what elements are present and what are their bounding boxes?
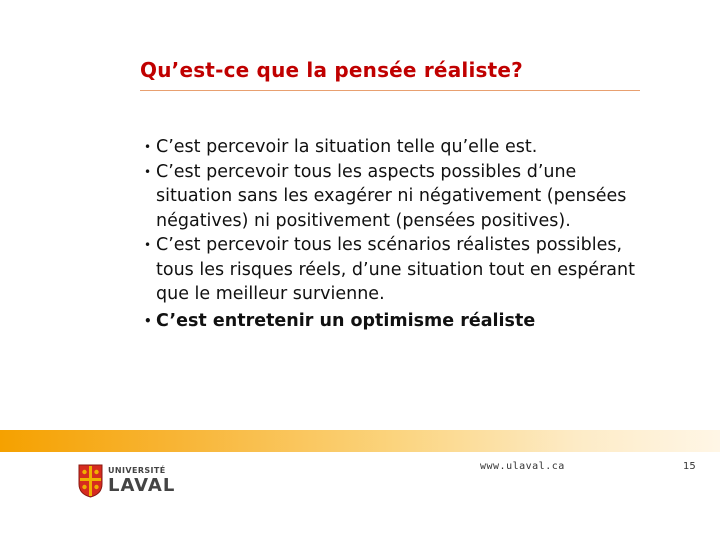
bullet-text: C’est percevoir tous les aspects possibles d’une situation sans les exagérer ni négativement (pensées négatives) ni positivement (pensées positives). — [156, 161, 627, 231]
bullet-text: C’est entretenir un optimisme réaliste — [156, 310, 536, 331]
bullet-item — [144, 135, 644, 160]
bullet-text: C’est percevoir la situation telle qu’elle est. — [156, 137, 538, 157]
logo-bottom-text: LAVAL — [108, 475, 176, 496]
crest-icon — [78, 464, 103, 498]
bullet-marker: • — [144, 313, 152, 328]
footer-gradient-band — [0, 430, 720, 452]
bullet-marker: • — [144, 164, 152, 179]
bullet-list — [144, 135, 644, 333]
page-number: 15 — [683, 461, 696, 472]
title-divider — [140, 90, 640, 91]
university-logo — [78, 463, 175, 499]
footer-url[interactable]: www.ulaval.ca — [480, 461, 565, 472]
logo-top-text: UNIVERSITÉ — [108, 466, 166, 475]
bullet-marker: • — [144, 140, 152, 154]
bullet-marker: • — [144, 238, 152, 252]
bullet-item — [144, 160, 644, 234]
bullet-text: C’est percevoir tous les scénarios réalistes possibles, tous les risques réels, d’une situation tout en espérant que le meilleur survienne. — [156, 235, 635, 304]
logo-wordmark — [108, 467, 175, 495]
bullet-item-emphasis — [144, 309, 644, 334]
slide-title: Qu’est-ce que la pensée réaliste? — [140, 58, 523, 82]
bullet-item — [144, 233, 644, 307]
